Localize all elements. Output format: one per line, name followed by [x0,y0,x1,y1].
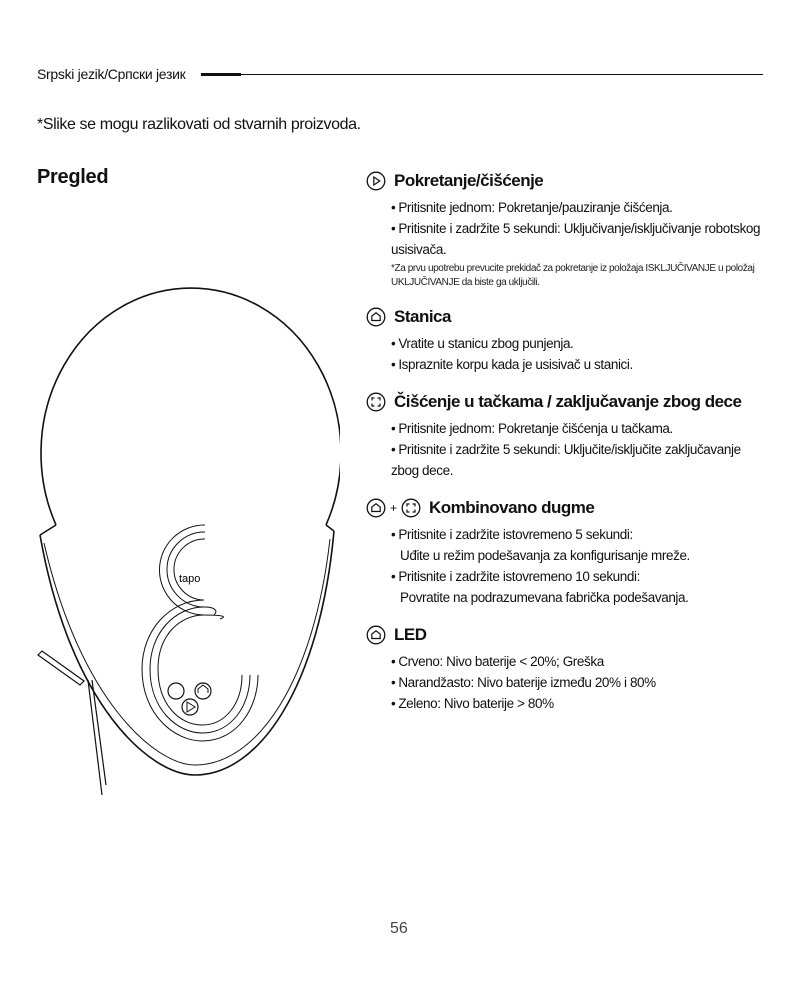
list-item [391,439,766,481]
section-title: Stanica [394,307,451,326]
list-item [391,651,766,672]
language-header [37,66,763,82]
robot-logo-text: tapo [179,573,201,585]
bullet: • [391,336,396,351]
section-title: Kombinovano dugme [429,498,595,517]
bullet: • [391,442,396,457]
list-item-text: Pritisnite i zadržite 5 sekundi: Uključite/isključite zaključavanje zbog dece. [391,442,741,478]
spot-clean-icon [366,392,386,412]
list-item-text: Zeleno: Nivo baterije > 80% [398,696,554,711]
list-item-detail: Uđite u režim podešavanja za konfigurisanje mreže. [400,548,690,563]
side-brush-arm [38,651,84,685]
bullet: • [391,696,396,711]
section-title: Pokretanje/čišćenje [394,171,544,190]
list-item [391,333,766,354]
bullet: • [391,421,396,436]
play-icon [366,171,386,191]
list-item-text: Pritisnite i zadržite 5 sekundi: Uključivanje/isključivanje robotskog usisivača. [391,221,761,257]
section-title: LED [394,625,427,644]
list-item [391,524,766,545]
home-icon [366,307,386,327]
bullet: • [391,569,396,584]
home-icon [366,625,386,645]
robot-body-top-outline [41,288,340,525]
list-item [391,672,766,693]
home-icon [366,498,386,518]
disclaimer: *Slike se mogu razlikovati od stvarnih proizvoda. [37,116,361,133]
list-item-text: Pritisnite i zadržite istovremeno 10 sekundi: [398,569,640,584]
header-rule-thin [241,74,763,75]
section-spot [366,389,766,481]
section-dock [366,304,766,375]
list-item [391,693,766,714]
language-label: Srpski jezik/Српски језик [37,66,186,82]
page-number: 56 [390,920,408,937]
bullet: • [391,221,396,236]
list-item [391,566,766,587]
list-item-text: Pritisnite i zadržite istovremeno 5 sekundi: [398,527,633,542]
list-item-text: Crveno: Nivo baterije < 20%; Greška [398,654,604,669]
list-item-text: Ispraznite korpu kada je usisivač u stanici. [398,357,633,372]
bullet: • [391,357,396,372]
plus-sign: + [390,501,398,515]
list-item-text: Pritisnite jednom: Pokretanje čišćenja u tačkama. [398,421,673,436]
list-item-text: Pritisnite jednom: Pokretanje/pauziranje čišćenja. [398,200,673,215]
bullet: • [391,675,396,690]
bullet: • [391,654,396,669]
overview-title: Pregled [37,166,109,188]
list-item [391,218,766,260]
list-item [391,418,766,439]
robot-vacuum-illustration [30,285,340,805]
list-item [391,197,766,218]
robot-spot-button [168,683,184,699]
section-led [366,622,766,714]
footnote: *Za prvu upotrebu prevucite prekidač za pokretanje iz položaja ISKLJUČIVANJE u položaj UKLJUČIVANJE da biste ga uključili. [391,263,755,288]
list-item-text: Narandžasto: Nivo baterije između 20% i 80% [398,675,656,690]
list-item-text: Vratite u stanicu zbog punjenja. [398,336,574,351]
list-item [391,354,766,375]
bullet: • [391,527,396,542]
section-combo [366,495,766,608]
header-rule-thick [201,73,241,76]
list-item-detail: Povratite na podrazumevana fabrička podešavanja. [400,590,689,605]
section-start [366,168,766,290]
section-title: Čišćenje u tačkama / zaključavanje zbog dece [394,392,742,411]
spot-clean-icon [401,498,421,518]
button-descriptions [366,168,766,728]
bullet: • [391,200,396,215]
